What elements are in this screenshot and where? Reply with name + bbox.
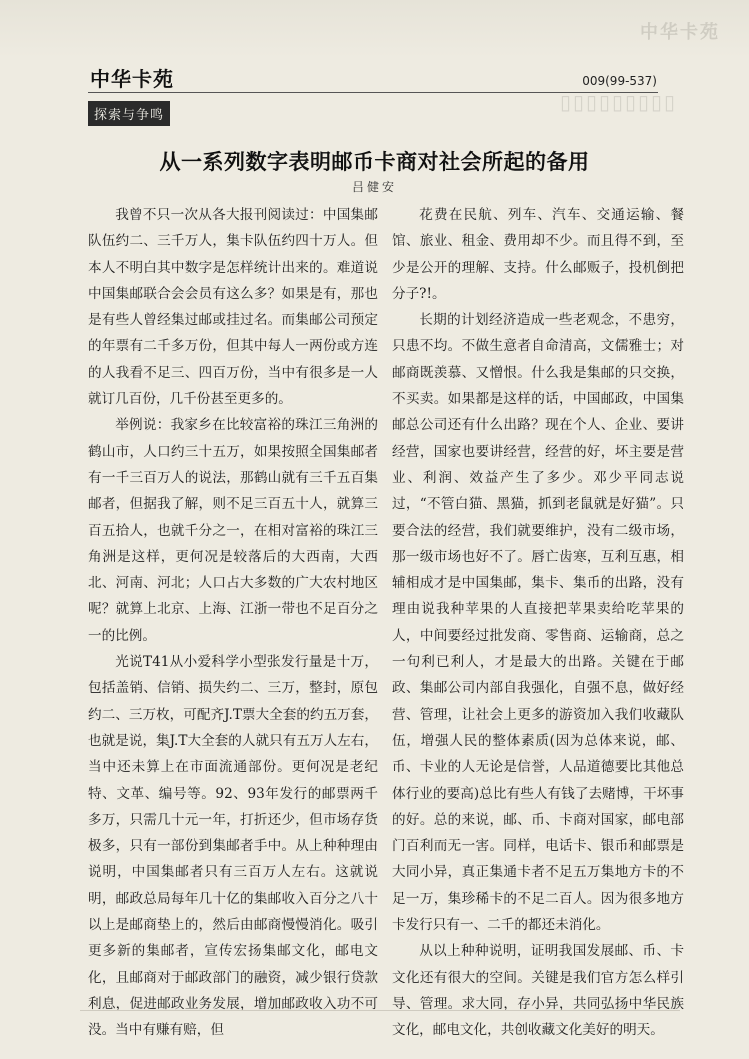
article-title: 从一系列数字表明邮币卡商对社会所起的备用 bbox=[159, 150, 590, 174]
bleed-through-text: ▯▯▯▯▯▯▯▯▯ bbox=[560, 90, 678, 114]
paragraph: 我曾不只一次从各大报刊阅读过：中国集邮队伍约二、三千万人，集卡队伍约四十万人。但本人不明白其中数字是怎样统计出来的。难道说中国集邮联合会会员有这么多？如果是有，那也是有些人曾经集过邮或挂过名。而集邮公司预定的年票有二千多万份，但其中每人一两份或方连的人我看不足三、四百万份，当中有很多是一人就订几百份，几千份甚至更多的。 bbox=[88, 207, 378, 408]
header-rule bbox=[88, 92, 658, 93]
bleed-through-text: 中华卡苑 bbox=[640, 22, 720, 43]
paragraph: 举例说：我家乡在比较富裕的珠江三角洲的鹤山市，人口约三十五万，如果按照全国集邮者有一千三百万人的说法，那鹤山就有三千五百集邮者，但据我了解，则不足三百五十人，就算三百五拾人，也就千分之一，在相对富裕的珠江三角洲是这样，更何况是较落后的大西南，大西北、河南、河北；人口占大多数的广大农村地区呢？就算上北京、上海、江浙一带也不足百分之一的比例。 bbox=[88, 417, 378, 644]
paragraph: 光说T41从小爱科学小型张发行量是十万，包括盖销、信销、损失约二、三万，整封，原包约二、三万枚，可配齐J.T票大全套的约五万套，也就是说，集J.T大全套的人就只有五万人左右，当中还未算上在市面流通部份。更何况是老纪特、文革、编号等。92、93年发行的邮票两千多万，只需几十元一年，打折还少，但市场存货极多，只有一部份到集邮者手中。从上种种理由说明，中国集邮者只有三百万人左右。这就说明，邮政总局每年几十亿的集邮收入百分之八十以上是邮商垫上的，然后由邮商慢慢消化。吸引更多新的集邮者，宣传宏扬集邮文化，邮电文化，且邮商对于邮政部门的融资，减少银行贷款利息，促进邮政业务发展，增加邮政收入功不可没。当中有赚有赔，但 bbox=[88, 654, 378, 1039]
paragraph: 长期的计划经济造成一些老观念，不患穷，只患不均。不做生意者自命清高，文儒雅士；对邮商既羡慕、又憎恨。什么我是集邮的只交换，不买卖。如果都是这样的话，中国邮政，中国集邮总公司还有什么出路？现在个人、企业、要讲经营，国家也要讲经营，经营的好，坏主要是营业、利润、效益产生了多少。邓少平同志说过，“不管白猫、黑猫，抓到老鼠就是好猫”。只要合法的经营，我们就要维护，没有二级市场，那一级市场也好不了。唇亡齿寒，互利互惠，相辅相成才是中国集邮，集卡、集币的出路，没有理由说我种苹果的人直接把苹果卖给吃苹果的人，中间要经过批发商、零售商、运输商，总之一句利已利人，才是最大的出路。关键在于邮政、集邮公司内部自我强化，自强不息，做好经营、管理，让社会上更多的游资加入我们收藏队伍，增强人民的整体素质(因为总体来说，邮、币、卡业的人无论是信誉，人品道德要比其他总体行业的要高)总比有些人有钱了去赌博，干坏事的好。总的来说，邮、币、卡商对国家，邮电部门百利而无一害。同样，电话卡、银币和邮票是大同小异，真正集通卡者不足五万集地方卡的不足一万，集珍稀卡的不足二百人。因为很多地方卡发行只有一、二千的都还未消化。 bbox=[392, 312, 684, 934]
article-author: 吕健安 bbox=[351, 180, 397, 194]
right-column bbox=[392, 202, 684, 1044]
magazine-name: 中华卡苑 bbox=[90, 67, 174, 91]
section-tag: 探索与争鸣 bbox=[88, 101, 170, 126]
paragraph: 从以上种种说明，证明我国发展邮、币、卡文化还有很大的空间。关键是我们官方怎么样引导、管理。求大同，存小异，共同弘扬中华民族文化，邮电文化，共创收藏文化美好的明天。 bbox=[392, 943, 684, 1039]
issue-code: 009(99-537) bbox=[582, 74, 657, 88]
bottom-bleed-rule bbox=[80, 1010, 680, 1011]
paragraph: 花费在民航、列车、汽车、交通运输、餐馆、旅业、租金、费用却不少。而且得不到，至少是公开的理解、支持。什么邮贩子，投机倒把分子?!。 bbox=[392, 207, 684, 302]
left-column bbox=[88, 202, 378, 1044]
page-top-bleed bbox=[0, 0, 749, 58]
